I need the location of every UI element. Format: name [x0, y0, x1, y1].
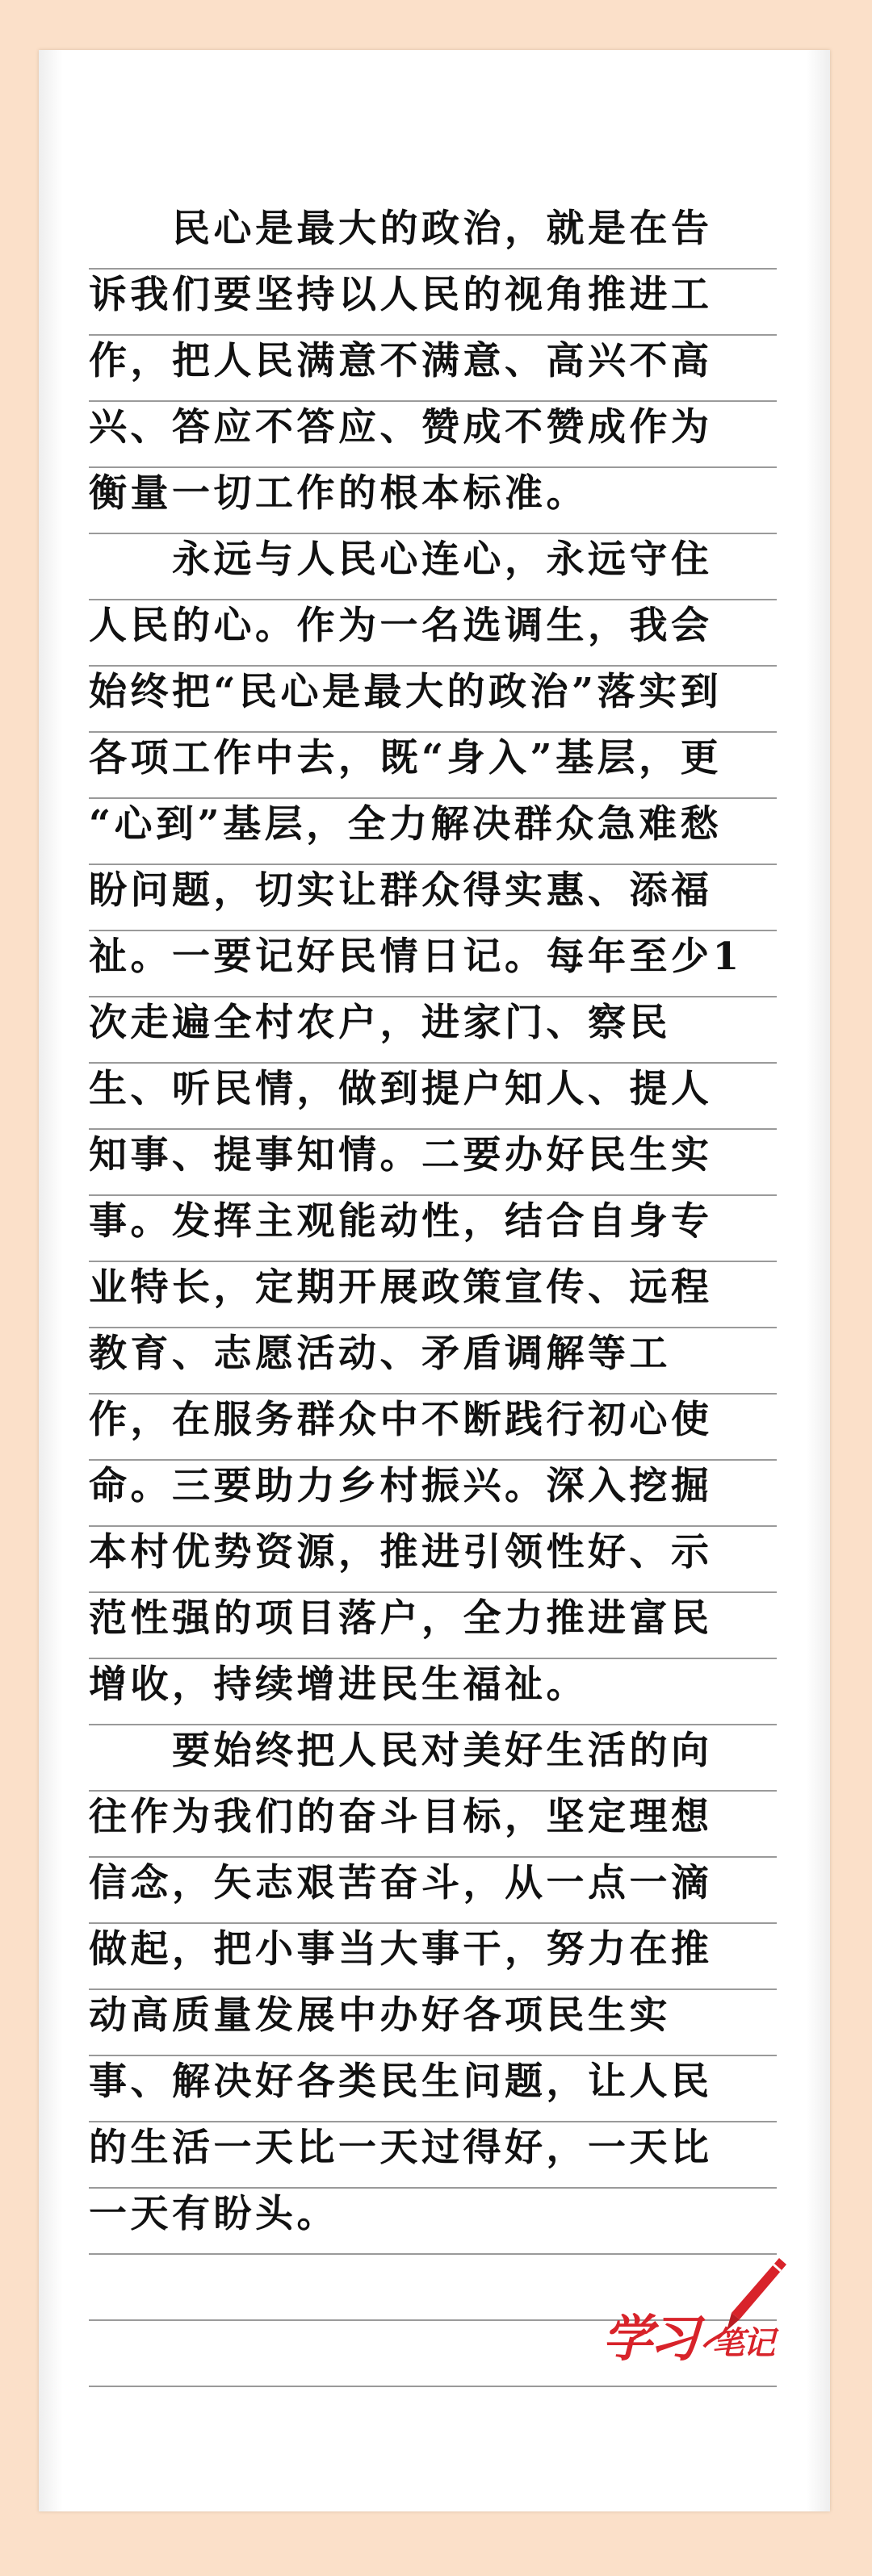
study-notes-logo — [597, 2253, 791, 2374]
note-paper — [39, 50, 830, 2511]
text-line: 增收，持续增进民生福祉。 — [89, 1659, 777, 1725]
text-line: 范性强的项目落户，全力推进富民 — [89, 1593, 777, 1659]
text-line: 教育、志愿活动、矛盾调解等工 — [89, 1328, 777, 1395]
text-line: 作，把人民满意不满意、高兴不高 — [89, 336, 777, 402]
text-line: 事、解决好各类民生问题，让人民 — [89, 2056, 777, 2122]
text-line: 诉我们要坚持以人民的视角推进工 — [89, 270, 777, 336]
text-line: 始终把“民心是最大的政治”落实到 — [89, 667, 777, 733]
logo-sub-text: 笔记 — [712, 2324, 773, 2362]
text-line: “心到”基层，全力解决群众急难愁 — [89, 799, 777, 865]
text-line: 一天有盼头。 — [89, 2189, 777, 2255]
text-line: 作，在服务群众中不断践行初心使 — [89, 1395, 777, 1461]
text-line: 祉。一要记好民情日记。每年至少1 — [89, 931, 777, 997]
text-line: 往作为我们的奋斗目标，坚定理想 — [89, 1792, 777, 1858]
text-line: 永远与人民心连心，永远守住 — [89, 534, 777, 600]
text-line: 要始终把人民对美好生活的向 — [89, 1725, 777, 1792]
text-line: 命。三要助力乡村振兴。深入挖掘 — [89, 1461, 777, 1527]
text-body — [89, 203, 777, 2387]
text-line: 兴、答应不答应、赞成不赞成作为 — [89, 402, 777, 468]
text-line: 次走遍全村农户，进家门、察民 — [89, 997, 777, 1064]
text-line: 衡量一切工作的根本标准。 — [89, 468, 777, 534]
text-line: 动高质量发展中办好各项民生实 — [89, 1990, 777, 2056]
text-line: 业特长，定期开展政策宣传、远程 — [89, 1262, 777, 1328]
text-line: 民心是最大的政治，就是在告 — [89, 203, 777, 270]
text-line: 的生活一天比一天过得好，一天比 — [89, 2122, 777, 2189]
text-line: 本村优势资源，推进引领性好、示 — [89, 1527, 777, 1593]
text-line: 信念，矢志艰苦奋斗，从一点一滴 — [89, 1858, 777, 1924]
text-line: 各项工作中去，既“身入”基层，更 — [89, 733, 777, 799]
text-line: 知事、提事知情。二要办好民生实 — [89, 1130, 777, 1196]
text-line: 人民的心。作为一名选调生，我会 — [89, 600, 777, 667]
text-line: 事。发挥主观能动性，结合自身专 — [89, 1196, 777, 1262]
logo-main-text: 学习 — [602, 2309, 697, 2368]
text-line: 做起，把小事当大事干，努力在推 — [89, 1924, 777, 1990]
text-line: 盼问题，切实让群众得实惠、添福 — [89, 865, 777, 931]
text-line: 生、听民情，做到提户知人、提人 — [89, 1064, 777, 1130]
